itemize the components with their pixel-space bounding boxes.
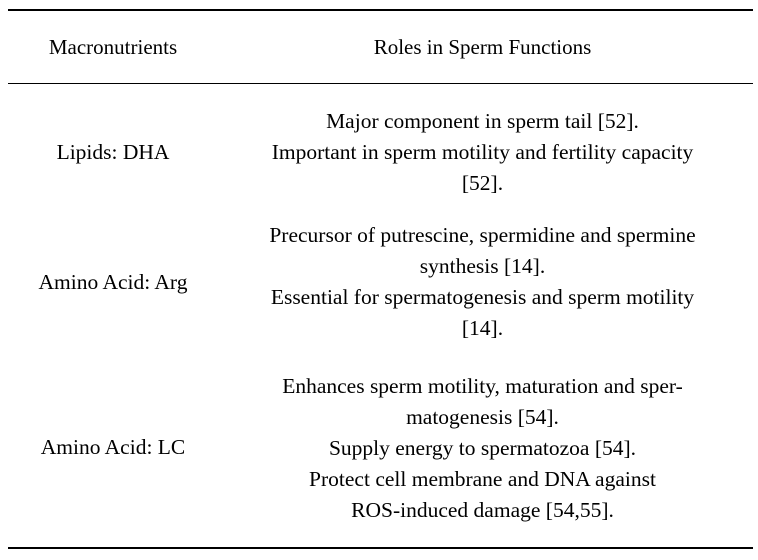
role-line: Precursor of putrescine, spermidine and spermine xyxy=(269,223,696,247)
macronutrient-cell: Amino Acid: LC xyxy=(40,435,186,459)
role-line: matogenesis [54]. xyxy=(406,405,559,429)
role-line: Enhances sperm motility, maturation and sper- xyxy=(282,374,683,398)
role-line: Important in sperm motility and fertility capacity xyxy=(271,140,694,164)
header-macronutrients: Macronutrients xyxy=(48,35,178,59)
table-bottom-rule xyxy=(8,547,753,549)
role-line: Supply energy to spermatozoa [54]. xyxy=(328,436,637,460)
role-line: Essential for spermatogenesis and sperm motility xyxy=(270,285,695,309)
role-line: [14]. xyxy=(461,316,504,340)
role-line: synthesis [14]. xyxy=(419,254,546,278)
role-line: [52]. xyxy=(461,171,504,195)
header-roles: Roles in Sperm Functions xyxy=(373,35,592,59)
role-line: Major component in sperm tail [52]. xyxy=(326,109,639,133)
roles-cell xyxy=(212,106,753,199)
table-header-rule xyxy=(8,83,753,84)
role-line: ROS-induced damage [54,55]. xyxy=(351,498,614,522)
table-top-rule xyxy=(8,9,753,11)
roles-cell xyxy=(212,220,753,344)
macronutrient-cell: Lipids: DHA xyxy=(56,140,170,164)
role-line: Protect cell membrane and DNA against xyxy=(309,467,656,491)
roles-cell xyxy=(212,371,753,526)
macronutrient-cell: Amino Acid: Arg xyxy=(38,270,188,294)
